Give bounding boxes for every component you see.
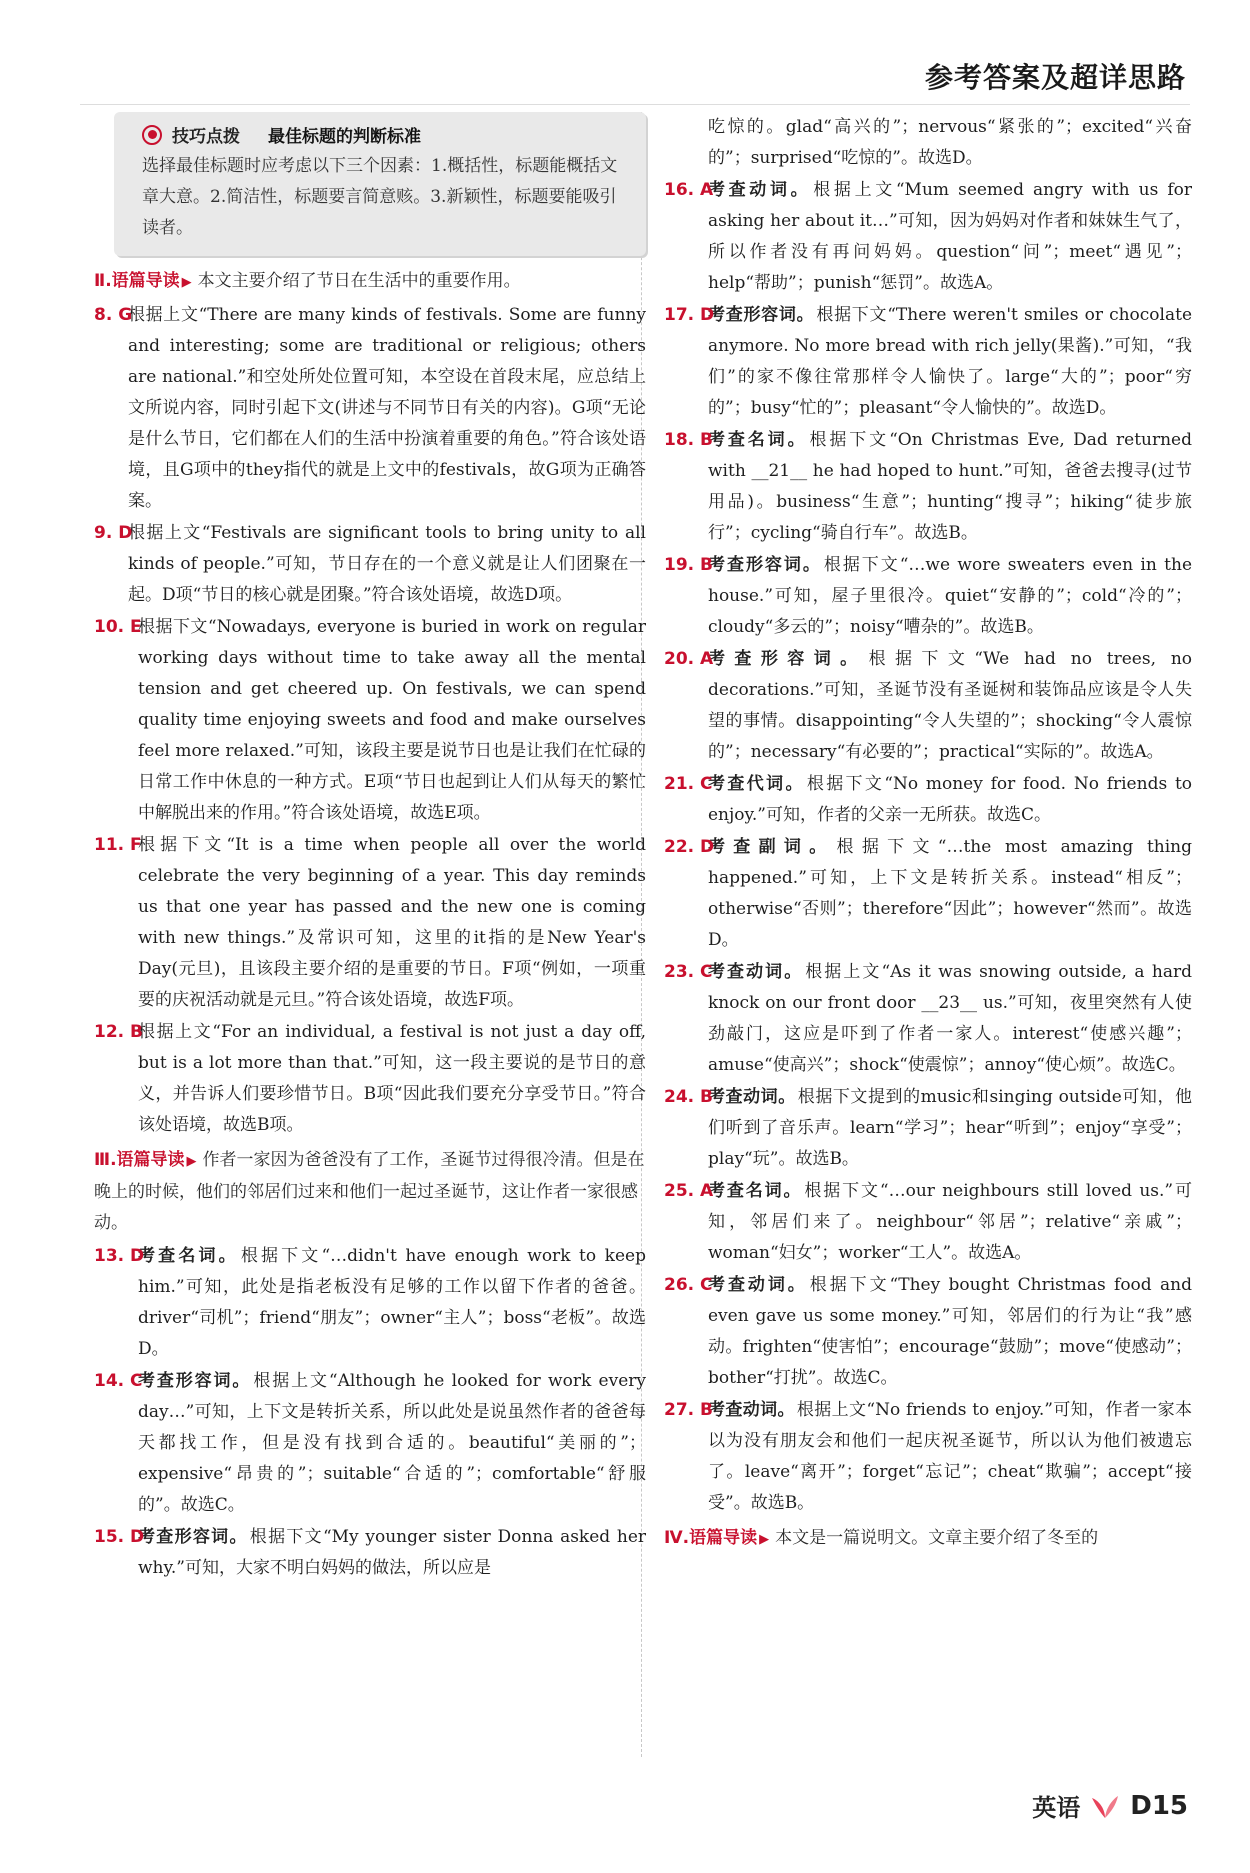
triangle-right-icon: ▶ (186, 1154, 197, 1169)
page-footer (1032, 1788, 1188, 1823)
question-number: 15. D (94, 1527, 145, 1547)
guide-text: 本文是一篇说明文。文章主要介绍了冬至的 (775, 1528, 1099, 1548)
question-type: 考查名词。 (708, 430, 808, 450)
explanation: 根据下文“There weren't smiles or chocolate anymore. No more bread with rich jelly(果酱).”可知，“我们”的家不像往常那样令人愉快了。large“大的”；poor“穷的”；busy“忙的”；pleasant“令人愉快的”。故选D。 (708, 305, 1193, 418)
explanation: 根据下文“My younger sister Donna asked her why.”可知，大家不明白妈妈的做法，所以应是 (138, 1527, 647, 1578)
question-type: 考查动词。 (708, 1087, 796, 1107)
explanation: 根据下文“We had no trees, no decorations.”可知，圣诞节没有圣诞树和装饰品应该是令人失望的事情。disappointing“令人失望的”；shocking“令人震惊的”；necessary“有必要的”；practical“实际的”。故选A。 (708, 649, 1193, 762)
question-number: 19. B (664, 555, 713, 575)
answer-item (664, 769, 1192, 831)
continued-text: 吃惊的。glad“高兴的”；nervous“紧张的”；excited“兴奋的”；surprised“吃惊的”。故选D。 (708, 117, 1192, 168)
answer-item (664, 1082, 1192, 1175)
question-number: 9. D (94, 523, 133, 543)
answer-item (94, 830, 646, 1016)
answer-item (94, 300, 646, 517)
question-type: 考查形容词。 (138, 1371, 252, 1391)
right-column (664, 112, 1192, 1557)
answer-item (664, 1176, 1192, 1269)
question-number: 13. D (94, 1246, 145, 1266)
left-column (94, 112, 646, 1585)
answer-list-left-2 (94, 1241, 646, 1584)
question-type: 考查动词。 (708, 1275, 808, 1295)
question-number: 23. C (664, 962, 713, 982)
question-number: 18. B (664, 430, 713, 450)
guide-tag: Ⅳ.语篇导读 ▶ (664, 1528, 770, 1548)
leaf-icon (1090, 1792, 1120, 1820)
question-number: 25. A (664, 1181, 714, 1201)
answer-item (94, 1522, 646, 1584)
explanation: 根据下文“It is a time when people all over the world celebrate the very beginning of a year. This day reminds us that one year has passed and the new one is coming with new things.”及常识可知，这里的it指的是New Year's Day(元旦)，且该段主要介绍的是重要的节日。F项“例如，一项重要的庆祝活动就是元旦。”符合该处语境，故选F项。 (138, 835, 646, 1010)
question-number: 20. A (664, 649, 714, 669)
question-number: 14. C (94, 1371, 143, 1391)
explanation: 根据上文“For an individual, a festival is not just a day off, but is a lot more than that.”可知，这一段主要说的是节日的意义，并告诉人们要珍惜节日。B项“因此我们要充分享受节日。”符合该处语境，故选B项。 (138, 1022, 646, 1135)
question-type: 考查形容词。 (138, 1527, 248, 1547)
explanation: 根据下文“On Christmas Eve, Dad returned with __21__ he had hoped to hunt.”可知，爸爸去搜寻(过节用品)。business“生意”；hunting“搜寻”；hiking“徒步旅行”；cycling“骑自行车”。故选B。 (708, 430, 1193, 543)
question-number: 11. F (94, 835, 142, 855)
question-number: 21. C (664, 774, 713, 794)
question-type: 考查代词。 (708, 774, 805, 794)
question-number: 10. E (94, 617, 142, 637)
answer-item (664, 832, 1192, 956)
answer-item (664, 550, 1192, 643)
explanation: 根据上文“Although he looked for work every day…”可知，上下文是转折关系，所以此处是说虽然作者的爸爸每天都找工作，但是没有找到合适的。beautiful“美丽的”；expensive“昂贵的”；suitable“合适的”；comfortable“舒服的”。故选C。 (138, 1371, 647, 1515)
question-number: 27. B (664, 1400, 713, 1420)
explanation: 根据下文“They bought Christmas food and even gave us some money.”可知，邻居们的行为让“我”感动。frighten“使害怕”；encourage“鼓励”；move“使感动”；bother“打扰”。故选C。 (708, 1275, 1192, 1388)
guide-text: 作者一家因为爸爸没有了工作，圣诞节过得很冷清。但是在晚上的时候，他们的邻居们过来和他们一起过圣诞节，这让作者一家很感动。 (94, 1150, 645, 1233)
question-type: 考查副词。 (708, 837, 835, 857)
question-number: 8. G (94, 305, 133, 325)
question-type: 考查动词。 (708, 1400, 795, 1420)
tip-body: 选择最佳标题时应考虑以下三个因素：1.概括性，标题能概括文章大意。2.简洁性，标题要言简意赅。3.新颖性，标题要能吸引读者。 (142, 156, 618, 238)
question-type: 考查形容词。 (708, 649, 867, 669)
reading-guide-3 (94, 1145, 646, 1239)
explanation: 根据上文“No friends to enjoy.”可知，作者一家本以为没有朋友会和他们一起庆祝圣诞节，所以认为他们被遗忘了。leave“离开”；forget“忘记”；cheat“欺骗”；accept“接受”。故选B。 (708, 1400, 1192, 1513)
answer-list-right (664, 175, 1192, 1519)
tip-title: 最佳标题的判断标准 (268, 127, 421, 147)
question-type: 考查动词。 (708, 180, 812, 200)
answer-item (94, 612, 646, 829)
explanation: 根据下文“…we wore sweaters even in the house.”可知，屋子里很冷。quiet“安静的”；cold“冷的”；cloudy“多云的”；noisy“嘈杂的”。故选B。 (708, 555, 1192, 637)
answer-item (664, 644, 1192, 768)
explanation: 根据下文“…the most amazing thing happened.”可知，上下文是转折关系。instead“相反”；otherwise“否则”；therefore“因此”；however“然而”。故选D。 (708, 837, 1192, 950)
explanation: 根据下文提到的music和singing outside可知，他们听到了音乐声。learn“学习”；hear“听到”；enjoy“享受”；play“玩”。故选B。 (708, 1087, 1193, 1169)
triangle-right-icon: ▶ (759, 1532, 770, 1547)
target-icon (142, 125, 162, 145)
reading-guide-4 (664, 1523, 1192, 1555)
triangle-right-icon: ▶ (181, 275, 192, 290)
explanation: 根据上文“Mum seemed angry with us for asking her about it…”可知，因为妈妈对作者和妹妹生气了，所以作者没有再问妈妈。question“问”；meet“遇见”；help“帮助”；punish“惩罚”。故选A。 (708, 180, 1193, 293)
question-number: 22. D (664, 837, 715, 857)
tip-label: 技巧点拨 (172, 127, 240, 147)
question-type: 考查动词。 (708, 962, 804, 982)
tip-box (114, 112, 646, 256)
answer-item (664, 957, 1192, 1081)
question-type: 考查形容词。 (708, 305, 815, 325)
header-rule (80, 104, 1190, 105)
explanation: 根据下文“No money for food. No friends to enjoy.”可知，作者的父亲一无所获。故选C。 (708, 774, 1193, 825)
question-type: 考查名词。 (708, 1181, 803, 1201)
question-number: 24. B (664, 1087, 713, 1107)
question-number: 26. C (664, 1275, 713, 1295)
explanation: 根据下文“…our neighbours still loved us.”可知，邻居们来了。neighbour“邻居”；relative“亲戚”；woman“妇女”；worker“工人”。故选A。 (708, 1181, 1192, 1263)
answer-item (664, 425, 1192, 549)
question-type: 考查名词。 (138, 1246, 239, 1266)
answer-item (664, 1395, 1192, 1519)
guide-text: 本文主要介绍了节日在生活中的重要作用。 (197, 271, 521, 291)
explanation: 根据上文“Festivals are significant tools to bring unity to all kinds of people.”可知，节日存在的一个意义就是让人们团聚在一起。D项“节日的核心就是团聚。”符合该处语境，故选D项。 (128, 523, 646, 605)
answer-item (664, 1270, 1192, 1394)
explanation: 根据上文“There are many kinds of festivals. Some are funny and interesting; some are traditional or religious; others are national.”和空处所处位置可知，本空设在首段末尾，应总结上文所说内容，同时引起下文(讲述与不同节日有关的内容)。G项“无论是什么节日，它们都在人们的生活中扮演着重要的角色。”符合该处语境，且G项中的they指代的就是上文中的festivals，故G项为正确答案。 (128, 305, 646, 511)
subject-label: 英语 (1032, 1794, 1081, 1822)
question-type: 考查形容词。 (708, 555, 822, 575)
answer-item (664, 300, 1192, 424)
answer-item (94, 1017, 646, 1141)
page-number: D15 (1130, 1790, 1188, 1821)
reading-guide-2 (94, 266, 646, 298)
answer-item (94, 518, 646, 611)
answer-item (664, 175, 1192, 299)
explanation: 根据上文“As it was snowing outside, a hard knock on our front door __23__ us.”可知，夜里突然有人使劲敲门，这应是吓到了作者一家人。interest“使感兴趣”；amuse“使高兴”；shock“使震惊”；annoy“使心烦”。故选C。 (708, 962, 1193, 1075)
question-number: 16. A (664, 180, 714, 200)
explanation: 根据下文“Nowadays, everyone is buried in work on regular working days without time to take away all the mental tension and get cheered up. On festivals, we can spend quality time enjoying sweets and food and make ourselves feel more relaxed.”可知，该段主要是说节日也是让我们在忙碌的日常工作中休息的一种方式。E项“节日也起到让人们从每天的繁忙中解脱出来的作用。”符合该处语境，故选E项。 (138, 617, 646, 823)
answer-item (94, 1366, 646, 1521)
answer-item (94, 1241, 646, 1365)
page-header-title: 参考答案及超详思路 (924, 61, 1186, 94)
question-number: 12. B (94, 1022, 143, 1042)
answer-list-left-1 (94, 300, 646, 1141)
guide-tag: Ⅲ.语篇导读 ▶ (94, 1150, 197, 1170)
guide-tag: Ⅱ.语篇导读 ▶ (94, 271, 192, 291)
explanation: 根据下文“…didn't have enough work to keep him.”可知，此处是指老板没有足够的工作以留下作者的爸爸。driver“司机”；friend“朋友”；owner“主人”；boss“老板”。故选D。 (138, 1246, 646, 1359)
question-number: 17. D (664, 305, 715, 325)
